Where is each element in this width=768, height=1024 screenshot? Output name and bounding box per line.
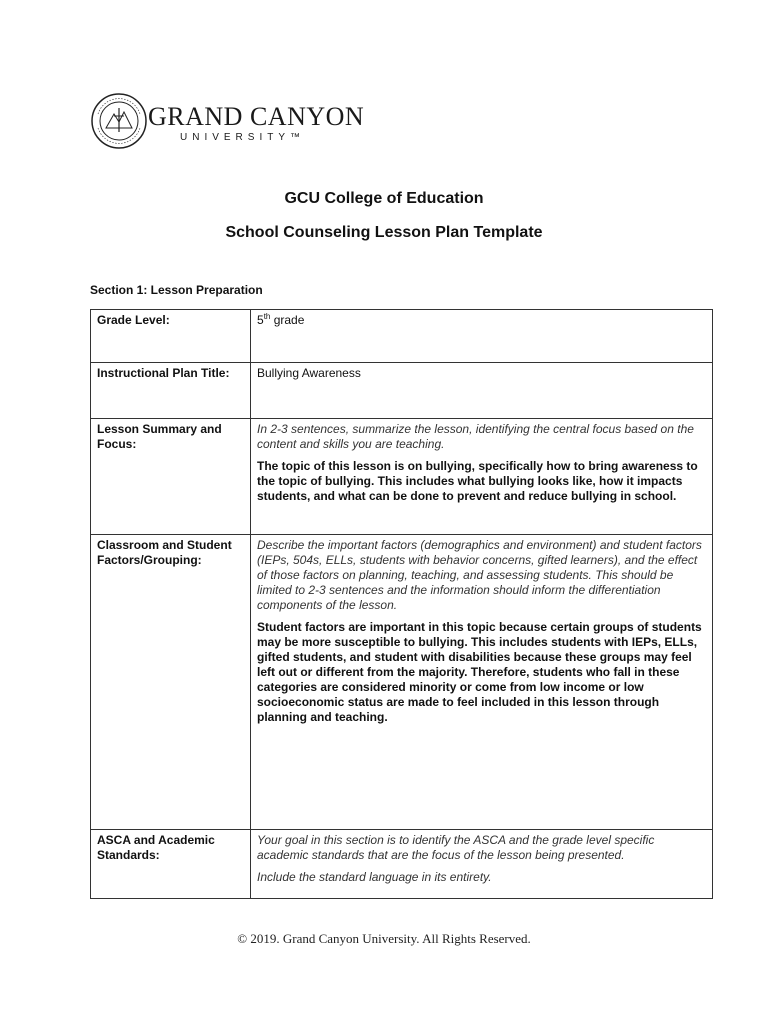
- section-heading: Section 1: Lesson Preparation: [90, 283, 263, 297]
- instruction-text: Describe the important factors (demographics and environment) and student factors (IEPs, 504s, ELLs, students with behavior concerns, gifted learners), and the effect of those factors on planning, teaching, and assessing students. This should be limited to 2-3 sentences and the information should inform the differentiation components of the lesson.: [257, 538, 702, 612]
- document-title: GCU College of Education: [284, 190, 484, 207]
- gcu-logo: [90, 92, 365, 152]
- table-row: [91, 830, 713, 899]
- logo-subtitle: UNIVERSITY™: [180, 132, 306, 143]
- answer-text: The topic of this lesson is on bullying, specifically how to bring awareness to the topic of bullying. This includes what bullying looks like, how it impacts students, and what can be done to prevent and reduce bullying in school.: [257, 459, 698, 503]
- lesson-summary-cell: [251, 419, 713, 535]
- answer-text: Student factors are important in this topic because certain groups of students may be more susceptible to bullying. This includes students with IEPs, ELLs, gifted students, and student with disabilities because these groups may feel left out or different from the majority. Therefore, students who fall in these categories are considered minority or come from low income or low socioeconomic status are made to feel included in this lesson through planning and teaching.: [257, 620, 702, 724]
- instruction-text: Your goal in this section is to identify the ASCA and the grade level specific academic standards that are the focus of the lesson being presented.: [257, 833, 655, 862]
- plan-title-value: Bullying Awareness: [251, 363, 713, 419]
- standards-cell: [251, 830, 713, 899]
- lesson-preparation-table: [90, 309, 713, 899]
- row-label: Classroom and Student Factors/Grouping:: [91, 535, 251, 830]
- student-factors-cell: [251, 535, 713, 830]
- table-row: [91, 310, 713, 363]
- document-subtitle: School Counseling Lesson Plan Template: [225, 224, 543, 241]
- instruction-text: Include the standard language in its entirety.: [257, 870, 492, 884]
- table-row: [91, 363, 713, 419]
- grade-level-value: 5th grade: [251, 310, 713, 363]
- table-row: [91, 535, 713, 830]
- row-label: Lesson Summary and Focus:: [91, 419, 251, 535]
- university-seal-icon: [90, 92, 148, 150]
- instruction-text: In 2-3 sentences, summarize the lesson, identifying the central focus based on the content and skills you are teaching.: [257, 422, 694, 451]
- table-row: [91, 419, 713, 535]
- copyright-footer: © 2019. Grand Canyon University. All Rights Reserved.: [237, 931, 531, 946]
- row-label: Grade Level:: [91, 310, 251, 363]
- row-label: ASCA and Academic Standards:: [91, 830, 251, 899]
- logo-wordmark: GRAND CANYON: [148, 102, 365, 131]
- row-label: Instructional Plan Title:: [91, 363, 251, 419]
